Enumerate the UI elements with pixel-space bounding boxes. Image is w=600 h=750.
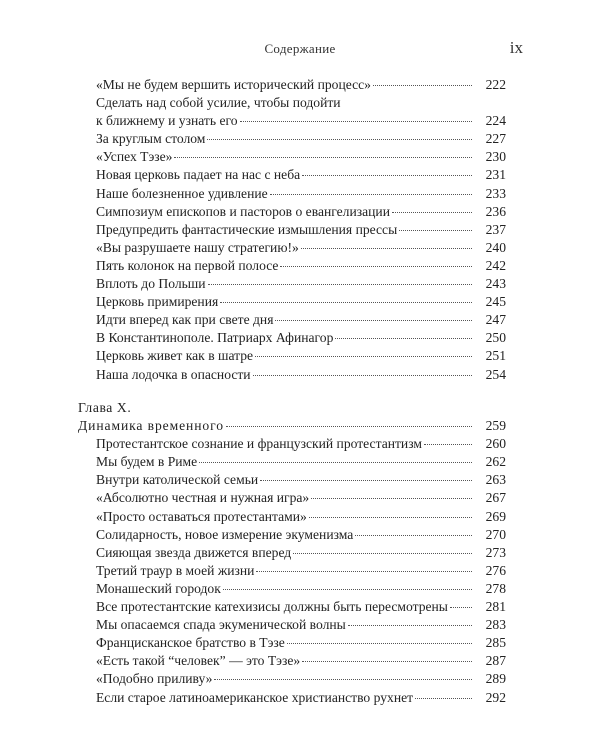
toc-section-one xyxy=(0,76,600,384)
toc-entry xyxy=(0,598,600,616)
dot-leader xyxy=(220,302,472,303)
toc-entry-title: Церковь примирения xyxy=(96,294,219,310)
dot-leader xyxy=(301,248,472,249)
toc-entry xyxy=(0,544,600,562)
toc-entry-title: Внутри католической семьи xyxy=(96,472,259,488)
toc-entry xyxy=(0,221,600,239)
toc-entry-title: Наше болезненное удивление xyxy=(96,185,268,201)
dot-leader xyxy=(348,625,472,626)
dot-leader xyxy=(256,571,472,572)
toc-entry-title: Францисканское братство в Тэзе xyxy=(96,635,285,651)
chapter-title: Динамика временного xyxy=(78,418,224,434)
toc-entry xyxy=(0,689,600,707)
toc-entry-title: «Вы разрушаете нашу стратегию!» xyxy=(96,239,299,255)
toc-entry xyxy=(0,489,600,507)
dot-leader xyxy=(424,444,472,445)
chapter-page: 259 xyxy=(485,418,506,434)
dot-leader xyxy=(450,607,472,608)
toc-entry xyxy=(0,185,600,203)
dot-leader xyxy=(207,139,472,140)
toc-entry-title: Все протестантские катехизисы должны быть пересмотрены xyxy=(96,599,448,615)
toc-entry xyxy=(0,239,600,257)
toc-entry-page: 251 xyxy=(485,348,506,364)
toc-entry-page: 281 xyxy=(485,599,506,615)
dot-leader xyxy=(311,498,472,499)
toc-entry-page: 222 xyxy=(485,77,506,92)
toc-entry xyxy=(0,670,600,688)
toc-entry-title: Церковь живет как в шатре xyxy=(96,348,254,364)
running-title: Содержание xyxy=(264,41,336,56)
toc-entry-page: 254 xyxy=(485,366,506,382)
toc-entry-title: Солидарность, новое измерение экуменизма xyxy=(96,526,354,542)
dot-leader xyxy=(208,284,472,285)
toc-entry-page: 289 xyxy=(485,671,506,687)
toc-entry-title: Вплоть до Польши xyxy=(96,276,206,292)
dot-leader xyxy=(373,85,472,86)
toc-entry-page: 230 xyxy=(485,149,506,165)
toc-entry-page: 276 xyxy=(485,562,506,578)
toc-entry-title: Протестантское сознание и французский протестантизм xyxy=(96,436,422,452)
toc-entry-page: 285 xyxy=(485,635,506,651)
dot-leader xyxy=(392,212,472,213)
toc-entry-page: 287 xyxy=(485,653,506,669)
toc-entry-title: «Мы не будем вершить исторический процесс» xyxy=(96,77,371,92)
dot-leader xyxy=(174,157,472,158)
toc-entry xyxy=(0,347,600,365)
toc-entry-page: 273 xyxy=(485,544,506,560)
dot-leader xyxy=(275,320,472,321)
toc-entry xyxy=(0,76,600,94)
dot-leader xyxy=(335,338,472,339)
toc-entry xyxy=(0,257,600,275)
toc-entry-title: «Успех Тэзе» xyxy=(96,149,173,165)
dot-leader xyxy=(280,266,472,267)
toc-entry-title: За круглым столом xyxy=(96,131,206,147)
toc-entry-title: Третий траур в моей жизни xyxy=(96,562,255,578)
page-number: ix xyxy=(509,38,523,57)
toc-entry-page: 231 xyxy=(485,167,506,183)
toc-entry-title: «Абсолютно честная и нужная игра» xyxy=(96,490,310,506)
dot-leader xyxy=(260,480,472,481)
toc-entry xyxy=(0,580,600,598)
toc-entry xyxy=(0,508,600,526)
toc-entry xyxy=(0,130,600,148)
dot-leader xyxy=(223,589,472,590)
dot-leader xyxy=(226,426,472,427)
dot-leader xyxy=(399,230,472,231)
toc-entry-page: 240 xyxy=(485,239,506,255)
toc-entry xyxy=(0,94,600,130)
toc-entry xyxy=(0,148,600,166)
toc-entry-title: Новая церковь падает на нас с неба xyxy=(96,167,301,183)
toc-entry-title-line1: Сделать над собой усилие, чтобы подойти xyxy=(96,95,341,111)
toc-entry xyxy=(0,652,600,670)
chapter-label: Глава X. xyxy=(78,400,132,415)
toc-entry-page: 237 xyxy=(485,221,506,237)
toc-entry xyxy=(0,453,600,471)
toc-entry-title: Идти вперед как при свете дня xyxy=(96,312,274,328)
toc-entry-page: 236 xyxy=(485,203,506,219)
toc-entry-page: 242 xyxy=(485,257,506,273)
toc-entry-title: «Просто оставаться протестантами» xyxy=(96,508,307,524)
toc-entry xyxy=(0,471,600,489)
toc-entry-title-line2: к ближнему и узнать его xyxy=(96,113,238,129)
toc-entry-page: 262 xyxy=(485,454,506,470)
toc-entry-title: Симпозиум епископов и пасторов о евангелизации xyxy=(96,203,390,219)
toc-entry-title: Мы будем в Риме xyxy=(96,454,198,470)
toc-entry xyxy=(0,562,600,580)
toc-entry xyxy=(0,275,600,293)
toc-entry xyxy=(0,329,600,347)
dot-leader xyxy=(309,517,472,518)
toc-entry-page: 292 xyxy=(485,689,506,705)
toc-entry-page: 243 xyxy=(485,276,506,292)
toc-entry-page: 224 xyxy=(485,113,506,129)
toc-entry-page: 269 xyxy=(485,508,506,524)
toc-entry-title: Пять колонок на первой полосе xyxy=(96,257,279,273)
dot-leader xyxy=(255,356,472,357)
dot-leader xyxy=(293,553,472,554)
toc-entry xyxy=(0,616,600,634)
dot-leader xyxy=(214,679,472,680)
dot-leader xyxy=(302,175,472,176)
dot-leader xyxy=(302,661,472,662)
toc-entry xyxy=(0,293,600,311)
toc-chapter-x xyxy=(0,399,600,707)
dot-leader xyxy=(287,643,472,644)
toc-entry-page: 227 xyxy=(485,131,506,147)
toc-entry xyxy=(0,166,600,184)
toc-entry-page: 278 xyxy=(485,580,506,596)
toc-entry-title: Сияющая звезда движется вперед xyxy=(96,544,292,560)
toc-entry-page: 247 xyxy=(485,312,506,328)
toc-entry-title: Если старое латиноамериканское христианство рухнет xyxy=(96,689,414,705)
toc-entry xyxy=(0,435,600,453)
toc-entry xyxy=(0,526,600,544)
toc-entry-title: В Константинополе. Патриарх Афинагор xyxy=(96,330,334,346)
toc-entry-page: 245 xyxy=(485,294,506,310)
dot-leader xyxy=(415,698,472,699)
chapter-title-row xyxy=(0,417,600,435)
chapter-heading xyxy=(0,399,600,417)
toc-entry-title: «Подобно приливу» xyxy=(96,671,213,687)
toc-entry-title: «Есть такой “человек” — это Тэзе» xyxy=(96,653,301,669)
toc-entry xyxy=(0,203,600,221)
toc-entry-page: 263 xyxy=(485,472,506,488)
dot-leader xyxy=(270,194,472,195)
toc-entry-title: Мы опасаемся спада экуменической волны xyxy=(96,617,346,633)
toc-entry-title: Монашеский городок xyxy=(96,580,221,596)
dot-leader xyxy=(355,535,472,536)
toc-entry-page: 250 xyxy=(485,330,506,346)
toc-entry-page: 233 xyxy=(485,185,506,201)
toc-entry-title: Наша лодочка в опасности xyxy=(96,366,251,382)
toc-entry-page: 260 xyxy=(485,436,506,452)
toc-entry-page: 270 xyxy=(485,526,506,542)
page-header xyxy=(0,38,600,62)
toc-entry-title: Предупредить фантастические измышления прессы xyxy=(96,221,398,237)
toc-entry xyxy=(0,366,600,384)
toc-entry xyxy=(0,311,600,329)
toc-entry xyxy=(0,634,600,652)
toc-entry-page: 283 xyxy=(485,617,506,633)
dot-leader xyxy=(240,121,472,122)
dot-leader xyxy=(199,462,472,463)
dot-leader xyxy=(253,375,472,376)
toc-entry-page: 267 xyxy=(485,490,506,506)
